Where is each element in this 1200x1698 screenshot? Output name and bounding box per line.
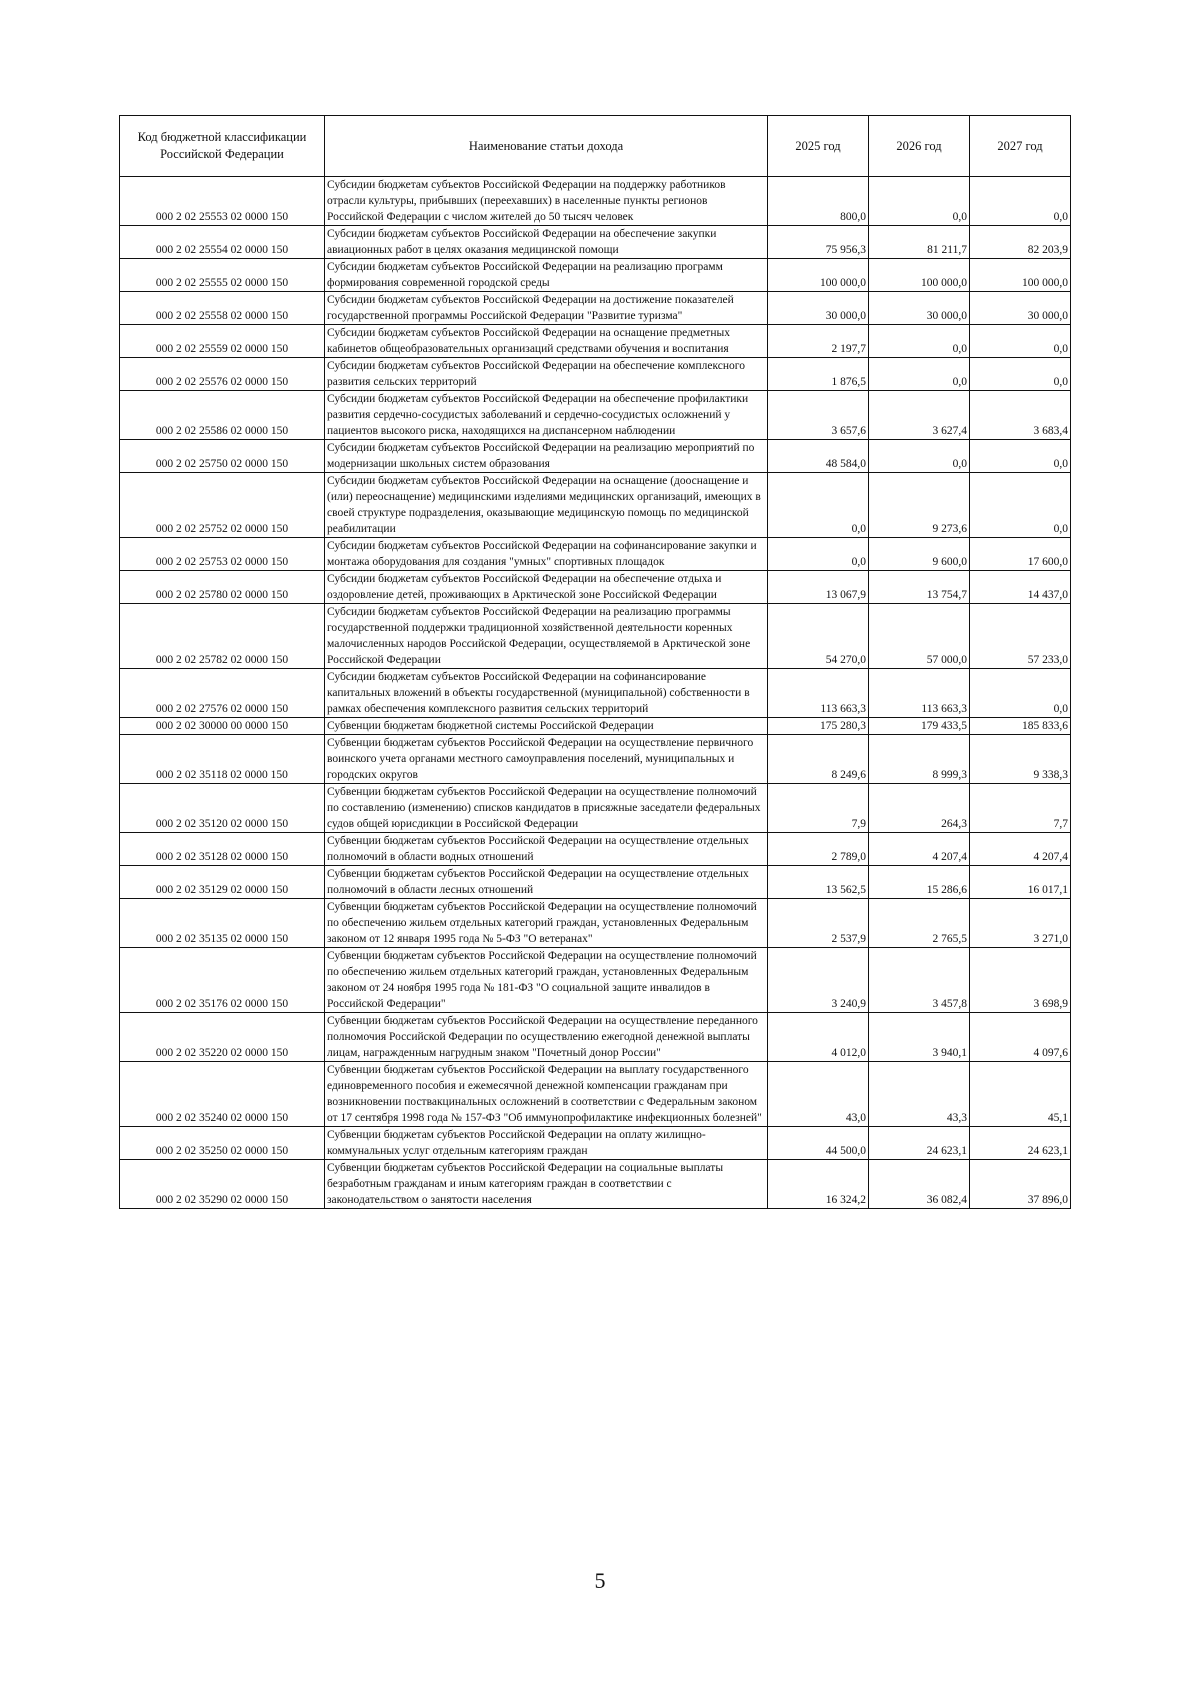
row-code: 000 2 02 25554 02 0000 150 [120,226,325,259]
row-code: 000 2 02 35135 02 0000 150 [120,899,325,948]
table-row [120,292,1071,325]
value-2025: 0,0 [768,473,869,538]
row-code: 000 2 02 25559 02 0000 150 [120,325,325,358]
table-row [120,833,1071,866]
header-2025: 2025 год [768,116,869,177]
value-2027: 14 437,0 [970,571,1071,604]
revenue-table [119,115,1071,1209]
value-2027: 4 097,6 [970,1013,1071,1062]
row-code: 000 2 02 25555 02 0000 150 [120,259,325,292]
row-code: 000 2 02 25558 02 0000 150 [120,292,325,325]
row-name: Субвенции бюджетам субъектов Российской Федерации на выплату государственного единовременного пособия и ежемесячной денежной компенсации гражданам при возникновении поствакцинальных осложнений в соответствии с Федеральным законом от 17 сентября 1998 года № 157-ФЗ "Об иммунопрофилактике инфекционных болезней" [325,1062,768,1127]
value-2025: 48 584,0 [768,440,869,473]
row-name: Субсидии бюджетам субъектов Российской Федерации на достижение показателей государственной программы Российской Федерации "Развитие туризма" [325,292,768,325]
row-name: Субсидии бюджетам субъектов Российской Федерации на оснащение предметных кабинетов общеобразовательных организаций средствами обучения и воспитания [325,325,768,358]
value-2025: 13 067,9 [768,571,869,604]
row-code: 000 2 02 25553 02 0000 150 [120,177,325,226]
row-name: Субвенции бюджетам субъектов Российской Федерации на осуществление отдельных полномочий в области водных отношений [325,833,768,866]
value-2027: 37 896,0 [970,1160,1071,1209]
value-2025: 2 537,9 [768,899,869,948]
row-name: Субсидии бюджетам субъектов Российской Федерации на оснащение (дооснащение и (или) переоснащение) медицинскими изделиями медицинских организаций, имеющих в своей структуре подразделения, оказывающие медицинскую помощь по медицинской реабилитации [325,473,768,538]
table-body [120,177,1071,1209]
row-code: 000 2 02 25576 02 0000 150 [120,358,325,391]
value-2025: 3 657,6 [768,391,869,440]
row-code: 000 2 02 25752 02 0000 150 [120,473,325,538]
value-2026: 24 623,1 [869,1127,970,1160]
table-row [120,1062,1071,1127]
value-2025: 1 876,5 [768,358,869,391]
table-row [120,473,1071,538]
value-2026: 179 433,5 [869,718,970,735]
row-code: 000 2 02 35290 02 0000 150 [120,1160,325,1209]
value-2027: 30 000,0 [970,292,1071,325]
value-2026: 3 457,8 [869,948,970,1013]
row-name: Субсидии бюджетам субъектов Российской Федерации на обеспечение профилактики развития сердечно-сосудистых заболеваний и сердечно-сосудистых осложнений у пациентов высокого риска, находящихся на диспансерном наблюдении [325,391,768,440]
value-2025: 2 197,7 [768,325,869,358]
value-2027: 0,0 [970,669,1071,718]
value-2026: 30 000,0 [869,292,970,325]
value-2026: 0,0 [869,358,970,391]
value-2026: 0,0 [869,440,970,473]
value-2026: 3 627,4 [869,391,970,440]
row-name: Субвенции бюджетам субъектов Российской Федерации на осуществление переданного полномочия Российской Федерации по осуществлению ежегодной денежной выплаты лицам, награжденным нагрудным знаком "Почетный донор России" [325,1013,768,1062]
value-2027: 3 683,4 [970,391,1071,440]
table-row [120,899,1071,948]
value-2027: 7,7 [970,784,1071,833]
value-2027: 185 833,6 [970,718,1071,735]
table-row [120,784,1071,833]
row-name: Субвенции бюджетам бюджетной системы Российской Федерации [325,718,768,735]
value-2027: 0,0 [970,473,1071,538]
value-2027: 9 338,3 [970,735,1071,784]
table-row [120,226,1071,259]
header-name: Наименование статьи дохода [325,116,768,177]
row-name: Субвенции бюджетам субъектов Российской Федерации на осуществление полномочий по составлению (изменению) списков кандидатов в присяжные заседатели федеральных судов общей юрисдикции в Российской Федерации [325,784,768,833]
value-2025: 0,0 [768,538,869,571]
row-name: Субсидии бюджетам субъектов Российской Федерации на софинансирование закупки и монтажа оборудования для создания "умных" спортивных площадок [325,538,768,571]
row-name: Субсидии бюджетам субъектов Российской Федерации на софинансирование капитальных вложений в объекты государственной (муниципальной) собственности в рамках обеспечения комплексного развития сельских территорий [325,669,768,718]
value-2026: 264,3 [869,784,970,833]
row-name: Субсидии бюджетам субъектов Российской Федерации на поддержку работников отрасли культуры, прибывших (переехавших) в населенные пункты регионов Российской Федерации с числом жителей до 50 тысяч человек [325,177,768,226]
row-code: 000 2 02 35176 02 0000 150 [120,948,325,1013]
row-name: Субвенции бюджетам субъектов Российской Федерации на осуществление первичного воинского учета органами местного самоуправления поселений, муниципальных и городских округов [325,735,768,784]
table-row [120,177,1071,226]
value-2025: 13 562,5 [768,866,869,899]
table-row [120,718,1071,735]
row-code: 000 2 02 35220 02 0000 150 [120,1013,325,1062]
value-2027: 0,0 [970,440,1071,473]
value-2027: 57 233,0 [970,604,1071,669]
value-2027: 0,0 [970,358,1071,391]
table-row [120,259,1071,292]
value-2026: 2 765,5 [869,899,970,948]
table-row [120,538,1071,571]
row-name: Субсидии бюджетам субъектов Российской Федерации на реализацию мероприятий по модернизации школьных систем образования [325,440,768,473]
row-code: 000 2 02 35129 02 0000 150 [120,866,325,899]
row-name: Субвенции бюджетам субъектов Российской Федерации на осуществление полномочий по обеспечению жильем отдельных категорий граждан, установленных Федеральным законом от 24 ноября 1995 года № 181-ФЗ "О социальной защите инвалидов в Российской Федерации" [325,948,768,1013]
header-code: Код бюджетной классификации Российской Федерации [120,116,325,177]
row-code: 000 2 02 25586 02 0000 150 [120,391,325,440]
value-2027: 100 000,0 [970,259,1071,292]
row-code: 000 2 02 25780 02 0000 150 [120,571,325,604]
row-code: 000 2 02 30000 00 0000 150 [120,718,325,735]
value-2025: 75 956,3 [768,226,869,259]
value-2027: 3 698,9 [970,948,1071,1013]
value-2027: 3 271,0 [970,899,1071,948]
value-2025: 3 240,9 [768,948,869,1013]
value-2027: 0,0 [970,325,1071,358]
value-2025: 100 000,0 [768,259,869,292]
value-2025: 4 012,0 [768,1013,869,1062]
value-2025: 43,0 [768,1062,869,1127]
value-2027: 24 623,1 [970,1127,1071,1160]
table-row [120,391,1071,440]
table-header-row [120,116,1071,177]
row-name: Субсидии бюджетам субъектов Российской Федерации на обеспечение отдыха и оздоровление детей, проживающих в Арктической зоне Российской Федерации [325,571,768,604]
row-name: Субвенции бюджетам субъектов Российской Федерации на осуществление отдельных полномочий в области лесных отношений [325,866,768,899]
value-2026: 36 082,4 [869,1160,970,1209]
value-2025: 800,0 [768,177,869,226]
value-2026: 100 000,0 [869,259,970,292]
value-2027: 16 017,1 [970,866,1071,899]
table-row [120,604,1071,669]
row-code: 000 2 02 25750 02 0000 150 [120,440,325,473]
row-name: Субсидии бюджетам субъектов Российской Федерации на реализацию программ формирования современной городской среды [325,259,768,292]
row-name: Субвенции бюджетам субъектов Российской Федерации на осуществление полномочий по обеспечению жильем отдельных категорий граждан, установленных Федеральным законом от 12 января 1995 года № 5-ФЗ "О ветеранах" [325,899,768,948]
table-row [120,325,1071,358]
value-2026: 43,3 [869,1062,970,1127]
value-2025: 54 270,0 [768,604,869,669]
value-2025: 8 249,6 [768,735,869,784]
table-row [120,1127,1071,1160]
row-code: 000 2 02 35250 02 0000 150 [120,1127,325,1160]
row-name: Субсидии бюджетам субъектов Российской Федерации на обеспечение закупки авиационных работ в целях оказания медицинской помощи [325,226,768,259]
value-2026: 15 286,6 [869,866,970,899]
page-number: 5 [594,1568,606,1593]
table-row [120,358,1071,391]
value-2026: 0,0 [869,325,970,358]
value-2026: 9 273,6 [869,473,970,538]
value-2026: 81 211,7 [869,226,970,259]
table-row [120,440,1071,473]
value-2026: 9 600,0 [869,538,970,571]
row-name: Субсидии бюджетам субъектов Российской Федерации на обеспечение комплексного развития сельских территорий [325,358,768,391]
value-2025: 175 280,3 [768,718,869,735]
table-row [120,571,1071,604]
table-row [120,735,1071,784]
row-name: Субсидии бюджетам субъектов Российской Федерации на реализацию программы государственной поддержки традиционной хозяйственной деятельности коренных малочисленных народов Российской Федерации, осуществляемой в Арктической зоне Российской Федерации [325,604,768,669]
header-2026: 2026 год [869,116,970,177]
value-2027: 4 207,4 [970,833,1071,866]
row-code: 000 2 02 35120 02 0000 150 [120,784,325,833]
row-code: 000 2 02 27576 02 0000 150 [120,669,325,718]
value-2025: 30 000,0 [768,292,869,325]
value-2027: 45,1 [970,1062,1071,1127]
header-2027: 2027 год [970,116,1071,177]
value-2026: 4 207,4 [869,833,970,866]
value-2025: 16 324,2 [768,1160,869,1209]
value-2026: 3 940,1 [869,1013,970,1062]
table-row [120,669,1071,718]
value-2025: 7,9 [768,784,869,833]
value-2027: 0,0 [970,177,1071,226]
value-2026: 113 663,3 [869,669,970,718]
row-code: 000 2 02 35118 02 0000 150 [120,735,325,784]
value-2027: 17 600,0 [970,538,1071,571]
table-row [120,1013,1071,1062]
value-2026: 57 000,0 [869,604,970,669]
row-code: 000 2 02 35128 02 0000 150 [120,833,325,866]
row-code: 000 2 02 25782 02 0000 150 [120,604,325,669]
table-row [120,1160,1071,1209]
row-name: Субвенции бюджетам субъектов Российской Федерации на оплату жилищно-коммунальных услуг отдельным категориям граждан [325,1127,768,1160]
table-row [120,866,1071,899]
value-2026: 0,0 [869,177,970,226]
value-2025: 2 789,0 [768,833,869,866]
value-2025: 113 663,3 [768,669,869,718]
value-2027: 82 203,9 [970,226,1071,259]
value-2025: 44 500,0 [768,1127,869,1160]
row-name: Субвенции бюджетам субъектов Российской Федерации на социальные выплаты безработным гражданам и иным категориям граждан в соответствии с законодательством о занятости населения [325,1160,768,1209]
value-2026: 8 999,3 [869,735,970,784]
row-code: 000 2 02 25753 02 0000 150 [120,538,325,571]
row-code: 000 2 02 35240 02 0000 150 [120,1062,325,1127]
value-2026: 13 754,7 [869,571,970,604]
table-row [120,948,1071,1013]
